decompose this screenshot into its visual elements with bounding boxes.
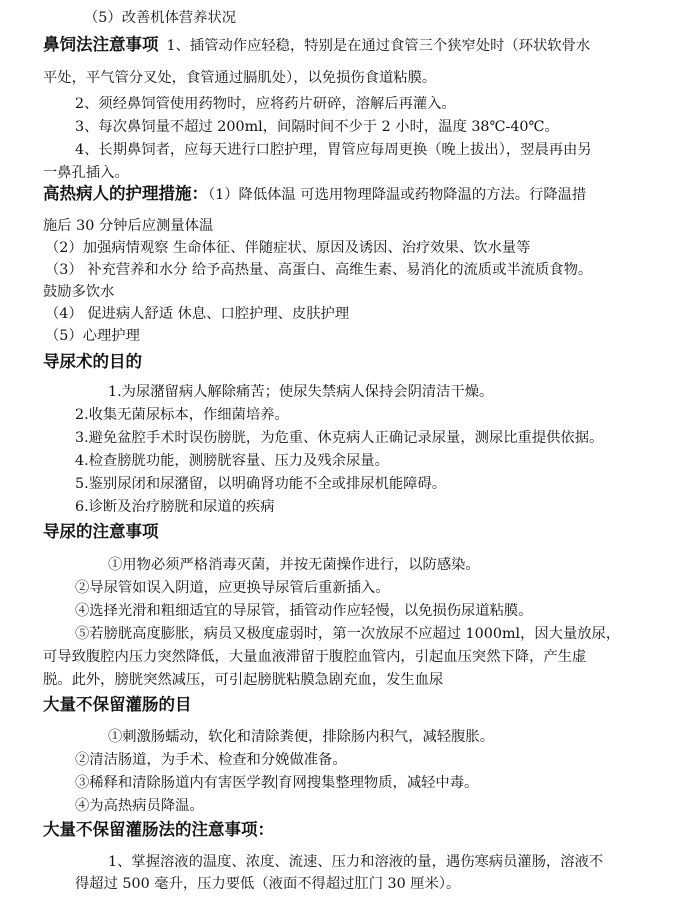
text-line — [75, 497, 700, 517]
list-item: ②导尿管如误入阴道，应更换导尿管后重新插入。 — [75, 580, 390, 596]
text-line — [75, 624, 700, 644]
list-item: 3.避免盆腔手术时误伤膀胱，为危重、休克病人正确记录尿量，测尿比重提供依据。 — [75, 430, 604, 446]
text-line — [108, 852, 700, 872]
list-item: 3、每次鼻饲量不超过 200ml，间隔时间不少于 2 小时，温度 38℃-40℃。 — [75, 119, 559, 135]
section-heading: 导尿术的目的 — [43, 352, 142, 371]
text-line — [75, 474, 700, 494]
list-item: 2、须经鼻饲管使用药物时，应将药片研碎，溶解后再灌入。 — [75, 96, 456, 112]
text-line — [45, 304, 700, 324]
list-item: ①刺激肠蠕动，软化和清除粪便，排除肠内积气，减轻腹胀。 — [108, 729, 495, 745]
text-line — [75, 578, 700, 598]
text-line — [45, 260, 700, 280]
paragraph-text: 脱。此外，膀胱突然减压，可引起膀胱粘膜急剧充血，发生血尿 — [43, 672, 444, 688]
section-heading: 鼻饲法注意事项 — [43, 35, 159, 54]
text-line — [45, 238, 700, 258]
paragraph-text: 鼓励多饮水 — [43, 284, 115, 300]
list-item: ④为高热病员降温。 — [75, 798, 204, 814]
text-line — [108, 555, 700, 575]
list-item: 2.收集无菌尿标本，作细菌培养。 — [75, 407, 289, 423]
list-item: 4.检查膀胱功能，测膀胱容量、压力及残余尿量。 — [75, 453, 389, 469]
list-item: ④选择光滑和粗细适宜的导尿管，插管动作应轻慢，以免损伤尿道粘膜。 — [75, 603, 533, 619]
list-item: 5.鉴别尿闭和尿潴留，以明确肾功能不全或排尿机能障碍。 — [75, 476, 447, 492]
text-line — [43, 647, 700, 667]
text-line — [75, 601, 700, 621]
nutrition-item: （5）改善机体营养状况 — [84, 10, 237, 26]
text-line — [75, 750, 700, 770]
text-line — [75, 874, 700, 894]
text-divider — [276, 775, 277, 789]
list-item: 1.为尿潴留病人解除痛苦；使尿失禁病人保持会阴清洁干燥。 — [108, 384, 494, 400]
text-line — [43, 35, 700, 56]
text-line — [108, 382, 700, 402]
paragraph-text: 一鼻孔插入。 — [43, 165, 129, 181]
text-line — [108, 727, 700, 747]
list-item: ①用物必须严格消毒灭菌，并按无菌操作进行，以防感染。 — [108, 557, 480, 573]
section-heading: 导尿的注意事项 — [43, 522, 159, 541]
text-line — [43, 670, 700, 690]
section-heading: 大量不保留灌肠的目 — [43, 695, 192, 714]
paragraph-text: 平处，平气管分叉处，食管通过膈肌处），以免损伤食道粘膜。 — [43, 70, 437, 86]
text-line — [75, 117, 700, 137]
paragraph-text: 1、插管动作应轻稳，特别是在通过食管三个狭窄处时（环状软骨水 — [166, 38, 591, 54]
list-item: 1、掌握溶液的温度、浓度、流速、压力和溶液的量，遇伤寒病员灌肠，溶液不 — [108, 854, 604, 870]
text-line — [43, 68, 700, 88]
text-line — [75, 94, 700, 114]
list-item: 4、长期鼻饲者，应每天进行口腔护理，胃管应每周更换（晚上拔出），翌晨再由另 — [75, 142, 592, 158]
paragraph-text: （1）降低体温 可选用物理降温或药物降温的方法。行降温措 — [208, 187, 587, 203]
list-item-part: ③稀释和清除肠道内有害医学教 — [75, 775, 276, 791]
section-heading: 高热病人的护理措施： — [43, 184, 208, 203]
text-line — [45, 326, 700, 346]
list-item: （4） 促进病人舒适 休息、口腔护理、皮肤护理 — [45, 306, 350, 322]
text-line — [75, 428, 700, 448]
section-heading: 大量不保留灌肠法的注意事项： — [43, 820, 274, 839]
text-line — [75, 140, 700, 160]
text-line — [75, 796, 700, 816]
paragraph-text: 可导致腹腔内压力突然降低，大量血液滞留于腹腔血管内，引起血压突然下降，产生虚 — [43, 649, 587, 665]
text-line — [43, 163, 700, 183]
list-item: 6.诊断及治疗膀胱和尿道的疾病 — [75, 499, 275, 515]
paragraph-text: 施后 30 分钟后应测量体温 — [43, 218, 214, 234]
text-line — [84, 8, 700, 28]
list-item: ②清洁肠道，为手术、检查和分娩做准备。 — [75, 752, 347, 768]
text-line — [75, 405, 700, 425]
text-line — [75, 451, 700, 471]
list-item: （5）心理护理 — [45, 328, 140, 344]
text-line — [43, 282, 700, 302]
list-item: （3） 补充营养和水分 给予高热量、高蛋白、高维生素、易消化的流质或半流质食物。 — [45, 262, 593, 278]
paragraph-text: 得超过 500 毫升，压力要低（液面不得超过肛门 30 厘米）。 — [75, 876, 461, 892]
text-line — [43, 184, 700, 205]
text-line — [75, 773, 700, 793]
text-line — [43, 216, 700, 236]
list-item: （2）加强病情观察 生命体征、伴随症状、原因及诱因、治疗效果、饮水量等 — [45, 240, 531, 256]
list-item-part: 育网搜集整理物质，减轻中毒。 — [278, 775, 479, 791]
list-item: ⑤若膀胱高度膨胀，病员又极度虚弱时，第一次放尿不应超过 1000ml，因大量放尿， — [75, 626, 621, 642]
